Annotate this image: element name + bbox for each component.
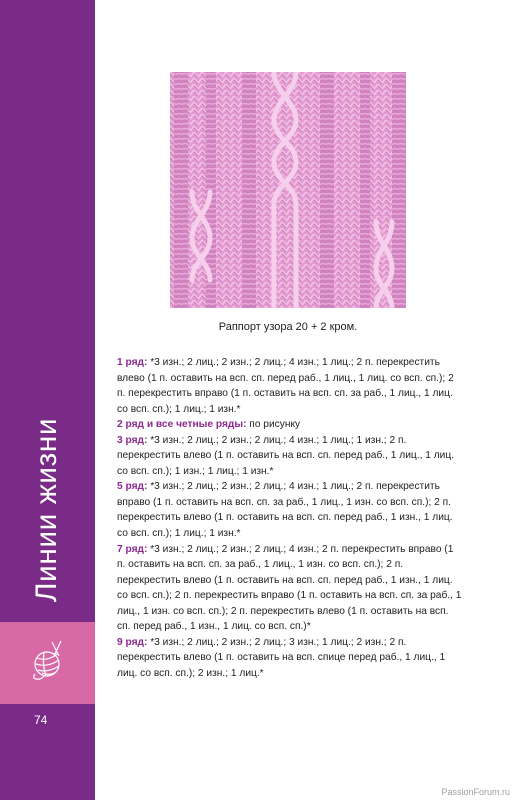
knitting-swatch-photo: [170, 72, 406, 308]
figure-caption: Раппорт узора 20 + 2 кром.: [218, 321, 358, 333]
chapter-title: Линии жизни: [30, 417, 63, 603]
row-text: *3 изн.; 2 лиц.; 2 изн.; 2 лиц.; 4 изн.; 1 лиц.; 1 изн.; 2 п. перекрестить влево (1 п. оставить на всп. сп. перед раб., 1 лиц., 1 лиц. со всп. сп.); 1 изн.; 1 лиц.; 1 изн.*: [117, 434, 455, 477]
row-text: *3 изн.; 2 лиц.; 2 изн.; 2 лиц.; 3 изн.; 1 лиц.; 2 изн.; 2 п. перекрестить влево (1 п. оставить на всп. спице перед раб., 1 лиц., 1 лиц. со всп. сп.); 2 изн.; 1 лиц.*: [117, 636, 446, 679]
row-label: 5 ряд:: [117, 481, 148, 493]
row-text: *3 изн.; 2 лиц.; 2 изн.; 2 лиц.; 4 изн.; 1 лиц.; 2 п. перекрестить влево (1 п. оставить на всп. сп. перед раб., 1 лиц., 1 лиц. со всп. сп.); 2 п. перекрестить вправо (1 п. оставить на всп. сп. за раб., 1 лиц., 1 лиц. со всп. сп.); 1 лиц.; 1 изн.*: [117, 357, 454, 415]
row-7: [117, 542, 462, 635]
row-text: *3 изн.; 2 лиц.; 2 изн.; 2 лиц.; 4 изн.; 2 п. перекрестить вправо (1 п. оставить на всп. сп. за раб., 1 лиц., 1 изн. со всп. сп.); 2 п. перекрестить влево (1 п. оставить на всп. сп. перед раб., 1 изн., 1 лиц. со всп. сп.); 2 п. перекрестить вправо (1 п. оставить на всп. сп. за раб., 1 лиц., 1 изн. со всп. сп.); 2 п. перекрестить влево (1 п. оставить на всп. сп. перед раб., 1 изн., 1 лиц. со всп. сп.)*: [117, 543, 462, 633]
row-5: [117, 479, 462, 541]
sidebar: [0, 0, 95, 800]
row-text: *3 изн.; 2 лиц.; 2 изн.; 2 лиц.; 4 изн.; 1 лиц.; 2 п. перекрестить вправо (1 п. оставить на всп. сп. за раб., 1 лиц., 1 изн. со всп. сп.); 2 п. перекрестить влево (1 п. оставить на всп. сп. перед раб., 1 изн., 1 лиц. со всп. сп.); 1 лиц.; 1 изн.*: [117, 481, 453, 540]
row-label: 7 ряд:: [117, 543, 148, 555]
watermark-text: PassionForum.ru: [441, 787, 510, 797]
row-label: 3 ряд:: [117, 434, 148, 446]
row-3: [117, 433, 462, 480]
page-number: 74: [34, 713, 48, 727]
row-1: [117, 355, 462, 417]
row-text: по рисунку: [246, 419, 301, 431]
row-label: 1 ряд:: [117, 357, 148, 368]
row-even: [117, 417, 462, 433]
yarn-ball-icon: [32, 640, 66, 680]
pattern-instructions: [117, 355, 462, 681]
row-label: 2 ряд и все четные ряды:: [117, 419, 247, 431]
row-label: 9 ряд:: [117, 636, 148, 648]
row-9: [117, 635, 462, 682]
